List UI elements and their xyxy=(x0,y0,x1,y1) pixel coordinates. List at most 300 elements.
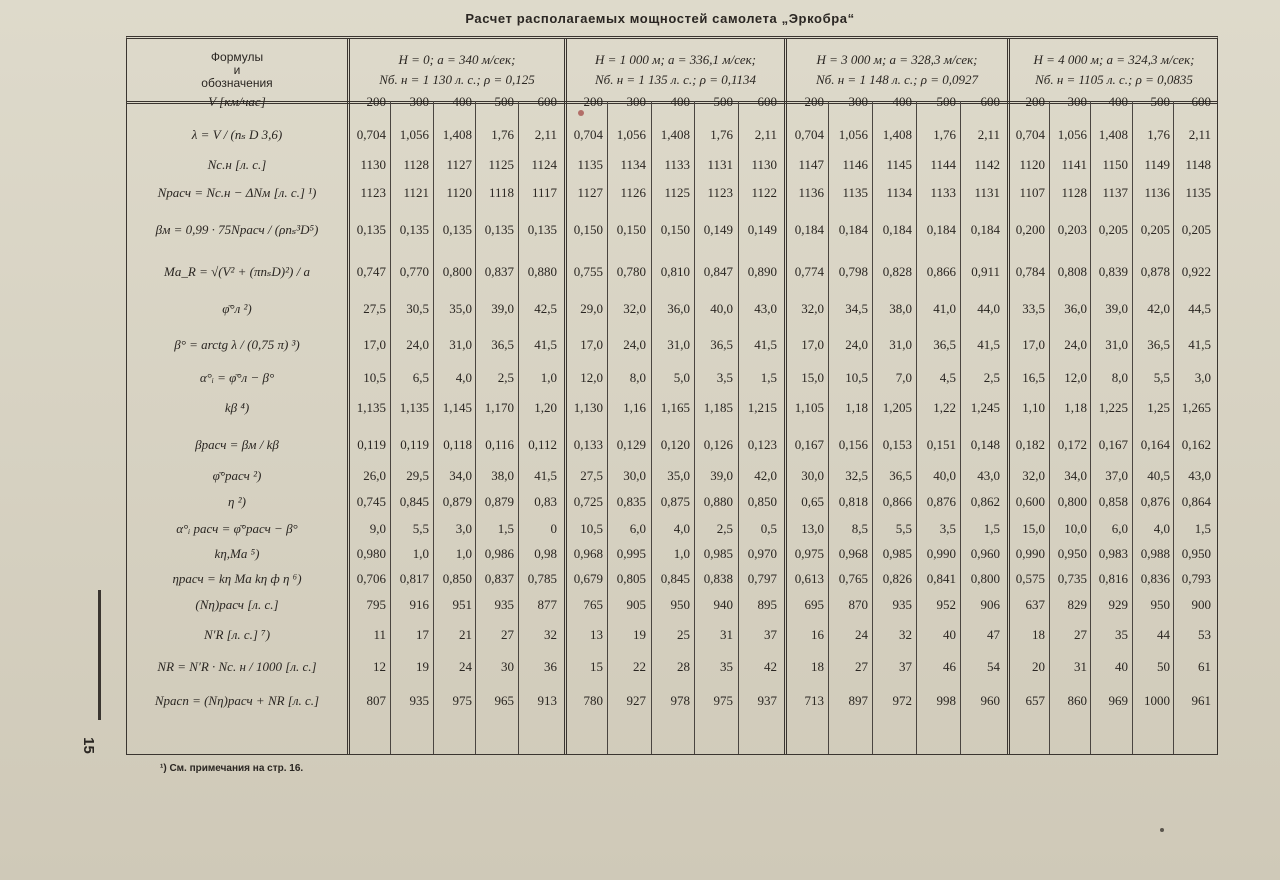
table-cell: 0,755 xyxy=(573,264,603,279)
table-row xyxy=(127,91,1217,113)
table-cell: 6,0 xyxy=(1111,521,1128,536)
table-row xyxy=(127,211,1217,249)
table-cell: 1,22 xyxy=(933,400,956,415)
table-cell: 1121 xyxy=(403,185,429,200)
table-cell: 0,704 xyxy=(1015,127,1045,142)
table-row xyxy=(127,568,1217,590)
table-cell: 0,704 xyxy=(573,127,603,142)
table-cell: 0,878 xyxy=(1140,264,1170,279)
table-cell: 39,0 xyxy=(491,301,514,316)
table-row xyxy=(127,119,1217,151)
table-cell: 1,165 xyxy=(660,400,690,415)
table-cell: 0,985 xyxy=(882,546,912,561)
row-formula-label: φ̄°расч ²) xyxy=(212,468,262,483)
column-separator xyxy=(518,101,519,754)
table-cell: 31,0 xyxy=(449,337,472,352)
table-cell: 1,056 xyxy=(399,127,429,142)
table-cell: 27 xyxy=(855,659,868,674)
row-formula-label: βрасч = βм / kβ xyxy=(195,437,279,452)
table-cell: 780 xyxy=(583,693,603,708)
table-cell: 0,774 xyxy=(794,264,824,279)
table-row xyxy=(127,593,1217,617)
table-cell: 0,880 xyxy=(703,494,733,509)
table-cell: 300 xyxy=(1067,94,1087,109)
row-formula-label: α°ᵢ расч = φ̄°расч − β° xyxy=(176,521,298,536)
table-row xyxy=(127,489,1217,515)
table-cell: 10,5 xyxy=(845,370,868,385)
table-cell: 38,0 xyxy=(491,468,514,483)
table-cell: 3,5 xyxy=(716,370,733,385)
column-separator xyxy=(738,101,739,754)
table-cell: 1150 xyxy=(1102,157,1128,172)
table-cell: 906 xyxy=(980,597,1000,612)
table-cell: 43,0 xyxy=(977,468,1000,483)
table-cell: 1134 xyxy=(886,185,912,200)
table-cell: 39,0 xyxy=(1105,301,1128,316)
table-cell: 34,5 xyxy=(845,301,868,316)
table-cell: 19 xyxy=(416,659,429,674)
table-cell: 0,879 xyxy=(442,494,472,509)
header-group-4-line-1: H = 4 000 м; a = 324,3 м/сек; xyxy=(1033,52,1195,67)
table-cell: 28 xyxy=(677,659,690,674)
table-cell: 929 xyxy=(1108,597,1128,612)
table-cell: 53 xyxy=(1198,627,1211,642)
header-group-4-line-2: Nб. н = 1105 л. с.; ρ = 0,0835 xyxy=(1035,72,1193,87)
table-cell: 0,156 xyxy=(838,437,868,452)
group-separator xyxy=(564,101,567,754)
table-cell: 1146 xyxy=(842,157,868,172)
table-cell: 1134 xyxy=(620,157,646,172)
table-cell: 975 xyxy=(452,693,472,708)
margin-rule xyxy=(98,590,101,720)
table-cell: 0,850 xyxy=(747,494,777,509)
table-cell: 19 xyxy=(633,627,646,642)
table-cell: 0,184 xyxy=(926,222,956,237)
table-cell: 0,858 xyxy=(1098,494,1128,509)
table-cell: 940 xyxy=(713,597,733,612)
table-cell: 1,135 xyxy=(356,400,386,415)
table-cell: 1126 xyxy=(620,185,646,200)
group-separator xyxy=(784,101,787,754)
table-cell: 37,0 xyxy=(1105,468,1128,483)
table-cell: 300 xyxy=(848,94,868,109)
table-cell: 6,0 xyxy=(629,521,646,536)
table-cell: 2,5 xyxy=(497,370,514,385)
table-cell: 0,704 xyxy=(356,127,386,142)
column-separator xyxy=(828,101,829,754)
table-cell: 765 xyxy=(583,597,603,612)
table-cell: 0,725 xyxy=(573,494,603,509)
table-cell: 26,0 xyxy=(363,468,386,483)
table-cell: 1000 xyxy=(1144,693,1170,708)
table-cell: 600 xyxy=(1191,94,1211,109)
table-cell: 37 xyxy=(764,627,777,642)
table-cell: 1,25 xyxy=(1147,400,1170,415)
table-cell: 0,864 xyxy=(1181,494,1211,509)
table-cell: 0,126 xyxy=(703,437,733,452)
table-cell: 0,808 xyxy=(1057,264,1087,279)
table-cell: 20 xyxy=(1032,659,1045,674)
footnote: ¹) См. примечания на стр. 16. xyxy=(160,763,304,774)
table-cell: 1,0 xyxy=(673,546,690,561)
table-cell: 0,968 xyxy=(573,546,603,561)
column-separator xyxy=(1049,101,1050,754)
table-cell: 0,770 xyxy=(399,264,429,279)
table-cell: 0,836 xyxy=(1140,571,1170,586)
table-cell: 1135 xyxy=(577,157,603,172)
table-cell: 4,0 xyxy=(673,521,690,536)
table-cell: 36,0 xyxy=(667,301,690,316)
table-cell: 0,116 xyxy=(485,437,514,452)
table-cell: 1120 xyxy=(1019,157,1045,172)
table-cell: 24,0 xyxy=(845,337,868,352)
table-cell: 24,0 xyxy=(406,337,429,352)
table-cell: 32,0 xyxy=(801,301,824,316)
table-cell: 695 xyxy=(804,597,824,612)
table-cell: 0,135 xyxy=(442,222,472,237)
row-formula-label: η ²) xyxy=(228,494,246,509)
table-cell: 0,837 xyxy=(484,571,514,586)
table-cell: 0,205 xyxy=(1181,222,1211,237)
table-cell: 935 xyxy=(409,693,429,708)
group-separator xyxy=(347,101,350,754)
row-formula-label: α°ᵢ = φ̄°л − β° xyxy=(199,370,275,385)
table-cell: 0,184 xyxy=(970,222,1000,237)
table-cell: 960 xyxy=(980,693,1000,708)
header-formulas-line-1: Формулы xyxy=(210,49,264,64)
table-cell: 1,245 xyxy=(970,400,1000,415)
table-cell: 1,135 xyxy=(399,400,429,415)
table-cell: 1117 xyxy=(531,185,557,200)
table-cell: 1,16 xyxy=(623,400,646,415)
table-cell: 29,5 xyxy=(406,468,429,483)
table-cell: 1144 xyxy=(930,157,956,172)
table-cell: 1136 xyxy=(1144,185,1170,200)
table-cell: 42,0 xyxy=(754,468,777,483)
table-cell: 1,76 xyxy=(491,127,514,142)
table-cell: 4,0 xyxy=(455,370,472,385)
table-cell: 24 xyxy=(459,659,472,674)
table-cell: 895 xyxy=(757,597,777,612)
table-cell: 0,5 xyxy=(760,521,777,536)
table-cell: 36,5 xyxy=(491,337,514,352)
header-group-1-line-2: Nб. н = 1 130 л. с.; ρ = 0,125 xyxy=(379,72,535,87)
column-separator xyxy=(475,101,476,754)
table-cell: 8,0 xyxy=(1111,370,1128,385)
table-cell: 1123 xyxy=(707,185,733,200)
table-cell: 4,0 xyxy=(1153,521,1170,536)
column-separator xyxy=(694,101,695,754)
page-number: 15 xyxy=(79,737,97,754)
table-row xyxy=(127,395,1217,421)
table-cell: 0,835 xyxy=(616,494,646,509)
table-cell: 0,975 xyxy=(794,546,824,561)
table-cell: 0,120 xyxy=(660,437,690,452)
table-cell: 500 xyxy=(1150,94,1170,109)
table-cell: 1,265 xyxy=(1181,400,1211,415)
table-cell: 972 xyxy=(892,693,912,708)
table-cell: 1,5 xyxy=(497,521,514,536)
table-cell: 0,200 xyxy=(1015,222,1045,237)
table-cell: 1,408 xyxy=(442,127,472,142)
table-cell: 31 xyxy=(1074,659,1087,674)
table-cell: 1125 xyxy=(488,157,514,172)
table-cell: 0,845 xyxy=(399,494,429,509)
table-cell: 12,0 xyxy=(1064,370,1087,385)
table-cell: 41,5 xyxy=(534,468,557,483)
table-cell: 935 xyxy=(494,597,514,612)
column-separator xyxy=(1090,101,1091,754)
row-formula-label: NR = N′R · Nс. н / 1000 [л. с.] xyxy=(157,659,317,674)
table-cell: 32 xyxy=(544,627,557,642)
table-cell: 37 xyxy=(899,659,912,674)
table-cell: 31,0 xyxy=(1105,337,1128,352)
table-cell: 0,613 xyxy=(794,571,824,586)
table-cell: 36,5 xyxy=(710,337,733,352)
table-cell: 10,5 xyxy=(363,370,386,385)
row-formula-label: (Nη)расч [л. с.] xyxy=(195,597,279,612)
table-cell: 43,0 xyxy=(1188,468,1211,483)
table-cell: 4,5 xyxy=(939,370,956,385)
table-row xyxy=(127,621,1217,649)
table-cell: 950 xyxy=(1150,597,1170,612)
table-cell: 0,839 xyxy=(1098,264,1128,279)
table-cell: 1130 xyxy=(751,157,777,172)
table-cell: 0,150 xyxy=(660,222,690,237)
table-cell: 41,5 xyxy=(1188,337,1211,352)
table-cell: 916 xyxy=(409,597,429,612)
table-cell: 33,5 xyxy=(1022,301,1045,316)
table-cell: 5,5 xyxy=(895,521,912,536)
table-cell: 0,845 xyxy=(660,571,690,586)
table-cell: 795 xyxy=(366,597,386,612)
table-cell: 200 xyxy=(366,94,386,109)
table-cell: 42,5 xyxy=(534,301,557,316)
table-cell: 0,950 xyxy=(1057,546,1087,561)
table-cell: 0,988 xyxy=(1140,546,1170,561)
table-cell: 34,0 xyxy=(1064,468,1087,483)
table-cell: 0,575 xyxy=(1015,571,1045,586)
header-group-2-line-2: Nб. н = 1 135 л. с.; ρ = 0,1134 xyxy=(595,72,756,87)
table-cell: 0,810 xyxy=(660,264,690,279)
table-cell: 657 xyxy=(1025,693,1045,708)
table-cell: 1,0 xyxy=(540,370,557,385)
table-cell: 0,135 xyxy=(484,222,514,237)
table-cell: 1135 xyxy=(1185,185,1211,200)
table-cell: 39,0 xyxy=(710,468,733,483)
table-cell: 10,0 xyxy=(1064,521,1087,536)
table-cell: 0,876 xyxy=(926,494,956,509)
table-cell: 27,5 xyxy=(580,468,603,483)
table-cell: 13 xyxy=(590,627,603,642)
table-cell: 0,184 xyxy=(838,222,868,237)
table-cell: 41,5 xyxy=(977,337,1000,352)
table-cell: 29,0 xyxy=(580,301,603,316)
header-group-3-line-2: Nб. н = 1 148 л. с.; ρ = 0,0927 xyxy=(816,72,978,87)
column-separator xyxy=(651,101,652,754)
table-cell: 0,747 xyxy=(356,264,386,279)
table-cell: 32 xyxy=(899,627,912,642)
row-formula-label: β° = arctg λ / (0,75 π) ³) xyxy=(174,337,300,352)
table-cell: 1118 xyxy=(488,185,514,200)
data-table xyxy=(126,36,1218,755)
table-cell: 36,5 xyxy=(933,337,956,352)
table-cell: 200 xyxy=(804,94,824,109)
table-cell: 998 xyxy=(936,693,956,708)
table-cell: 1127 xyxy=(446,157,472,172)
table-cell: 40 xyxy=(1115,659,1128,674)
table-cell: 15,0 xyxy=(801,370,824,385)
table-cell: 400 xyxy=(452,94,472,109)
column-separator xyxy=(916,101,917,754)
table-cell: 3,0 xyxy=(455,521,472,536)
table-cell: 0,203 xyxy=(1057,222,1087,237)
table-cell: 0,818 xyxy=(838,494,868,509)
table-cell: 18 xyxy=(811,659,824,674)
table-cell: 0,153 xyxy=(882,437,912,452)
table-cell: 18 xyxy=(1032,627,1045,642)
table-cell: 0,798 xyxy=(838,264,868,279)
table-cell: 0,995 xyxy=(616,546,646,561)
table-cell: 0,182 xyxy=(1015,437,1045,452)
table-cell: 0,816 xyxy=(1098,571,1128,586)
table-cell: 24,0 xyxy=(1064,337,1087,352)
header-group-2-line-1: H = 1 000 м; a = 336,1 м/сек; xyxy=(595,52,756,67)
table-cell: 860 xyxy=(1067,693,1087,708)
table-cell: 0,745 xyxy=(356,494,386,509)
table-cell: 31,0 xyxy=(889,337,912,352)
table-cell: 870 xyxy=(848,597,868,612)
table-cell: 30,0 xyxy=(623,468,646,483)
table-cell: 0,164 xyxy=(1140,437,1170,452)
table-cell: 600 xyxy=(537,94,557,109)
table-cell: 16,5 xyxy=(1022,370,1045,385)
column-separator xyxy=(390,101,391,754)
table-cell: 0,850 xyxy=(442,571,472,586)
table-cell: 32,0 xyxy=(1022,468,1045,483)
table-cell: 15 xyxy=(590,659,603,674)
table-cell: 0,704 xyxy=(794,127,824,142)
table-cell: 0,841 xyxy=(926,571,956,586)
table-cell: 0,135 xyxy=(356,222,386,237)
table-cell: 2,5 xyxy=(983,370,1000,385)
table-cell: 0,133 xyxy=(573,437,603,452)
table-cell: 36,5 xyxy=(889,468,912,483)
table-cell: 0,922 xyxy=(1181,264,1211,279)
table-cell: 0,866 xyxy=(926,264,956,279)
table-cell: 0,118 xyxy=(443,437,472,452)
table-cell: 300 xyxy=(409,94,429,109)
table-cell: 17,0 xyxy=(801,337,824,352)
table-cell: 978 xyxy=(670,693,690,708)
table-cell: 0,800 xyxy=(1057,494,1087,509)
table-cell: 44,0 xyxy=(977,301,1000,316)
table-cell: 0,150 xyxy=(616,222,646,237)
table-cell: 6,5 xyxy=(412,370,429,385)
table-cell: 0,980 xyxy=(356,546,386,561)
row-formula-label: βм = 0,99 · 75Nрасч / (ρnₛ³D⁵) xyxy=(155,222,319,237)
table-cell: 3,5 xyxy=(939,521,956,536)
table-cell: 0,879 xyxy=(484,494,514,509)
row-formula-label: λ = V / (nₛ D 3,6) xyxy=(191,127,283,142)
table-cell: 927 xyxy=(626,693,646,708)
table-cell: 950 xyxy=(670,597,690,612)
table-cell: 500 xyxy=(936,94,956,109)
table-cell: 16 xyxy=(811,627,824,642)
table-cell: 969 xyxy=(1108,693,1128,708)
table-cell: 0,862 xyxy=(970,494,1000,509)
table-cell: 500 xyxy=(713,94,733,109)
table-cell: 300 xyxy=(626,94,646,109)
table-cell: 5,5 xyxy=(412,521,429,536)
table-cell: 0,151 xyxy=(926,437,956,452)
table-cell: 0,735 xyxy=(1057,571,1087,586)
table-cell: 0,875 xyxy=(660,494,690,509)
table-cell: 1,5 xyxy=(1194,521,1211,536)
table-cell: 0,765 xyxy=(838,571,868,586)
header-formulas-line-2: и xyxy=(233,62,241,77)
table-row xyxy=(127,543,1217,565)
table-cell: 0,162 xyxy=(1181,437,1211,452)
table-cell: 8,0 xyxy=(629,370,646,385)
table-cell: 36,5 xyxy=(1147,337,1170,352)
table-cell: 1136 xyxy=(798,185,824,200)
table-cell: 5,0 xyxy=(673,370,690,385)
table-cell: 41,0 xyxy=(933,301,956,316)
table-cell: 13,0 xyxy=(801,521,824,536)
table-cell: 2,11 xyxy=(977,127,1000,142)
ink-spot xyxy=(1160,828,1164,832)
table-cell: 35 xyxy=(1115,627,1128,642)
table-cell: 1,225 xyxy=(1098,400,1128,415)
table-cell: 0,793 xyxy=(1181,571,1211,586)
table-cell: 400 xyxy=(1108,94,1128,109)
table-cell: 0,847 xyxy=(703,264,733,279)
table-cell: 8,5 xyxy=(851,521,868,536)
table-row xyxy=(127,429,1217,461)
table-cell: 1135 xyxy=(842,185,868,200)
table-cell: 900 xyxy=(1191,597,1211,612)
table-cell: 46 xyxy=(943,659,956,674)
table-cell: 1137 xyxy=(1102,185,1128,200)
table-row xyxy=(127,253,1217,291)
table-cell: 0,911 xyxy=(971,264,1000,279)
table-cell: 952 xyxy=(936,597,956,612)
table-cell: 44,5 xyxy=(1188,301,1211,316)
table-cell: 21 xyxy=(459,627,472,642)
table-cell: 1,056 xyxy=(1057,127,1087,142)
row-formula-label: kβ ⁴) xyxy=(224,400,250,415)
table-cell: 47 xyxy=(987,627,1000,642)
table-cell: 12 xyxy=(373,659,386,674)
table-cell: 2,5 xyxy=(716,521,733,536)
table-cell: 0,986 xyxy=(484,546,514,561)
table-cell: 40,0 xyxy=(933,468,956,483)
table-cell: 0,149 xyxy=(703,222,733,237)
table-cell: 1124 xyxy=(531,157,557,172)
table-cell: 2,11 xyxy=(1188,127,1211,142)
table-cell: 1141 xyxy=(1061,157,1087,172)
table-cell: 1131 xyxy=(974,185,1000,200)
row-formula-label: kη,Ma ⁵) xyxy=(214,546,260,561)
table-cell: 31 xyxy=(720,627,733,642)
table-cell: 0,838 xyxy=(703,571,733,586)
table-cell: 1,0 xyxy=(412,546,429,561)
table-cell: 1142 xyxy=(974,157,1000,172)
table-row xyxy=(127,295,1217,323)
table-row xyxy=(127,687,1217,715)
table-cell: 0,679 xyxy=(573,571,603,586)
